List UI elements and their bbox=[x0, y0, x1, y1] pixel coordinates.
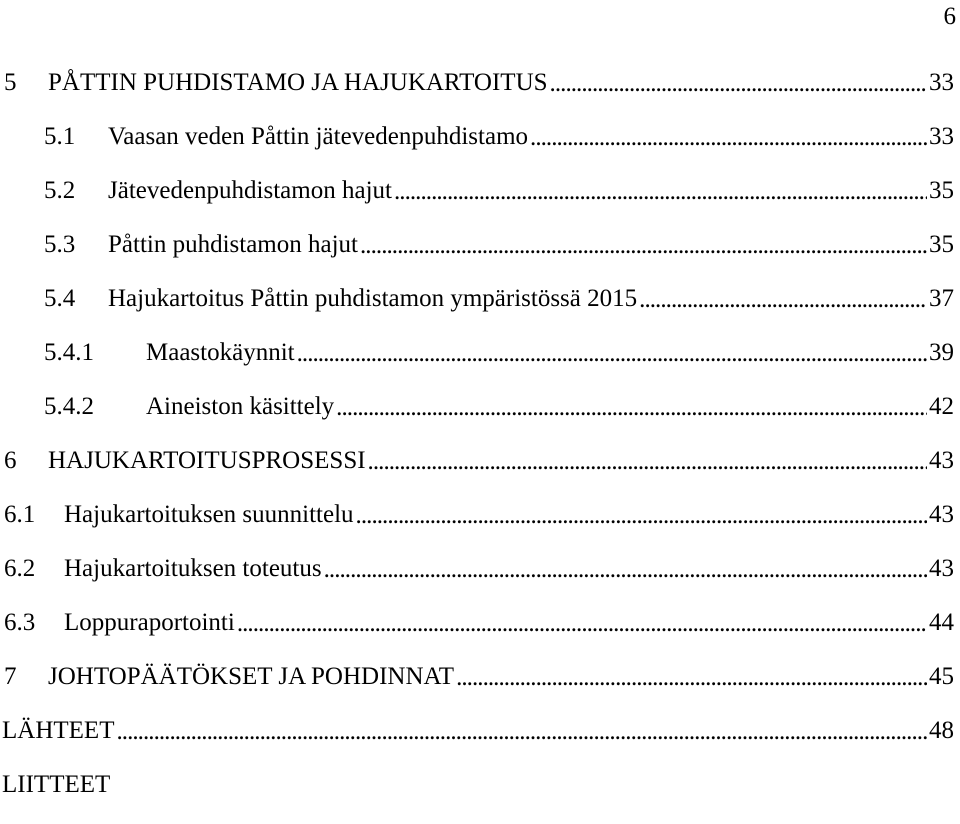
dot-leader bbox=[237, 609, 927, 639]
dot-leader bbox=[336, 393, 927, 423]
toc-entry-title: Hajukartoituksen toteutus bbox=[64, 555, 322, 582]
toc-entry-6-2[interactable] bbox=[0, 554, 954, 608]
toc-entry-title: LIITTEET bbox=[2, 771, 111, 798]
toc-entry-title: LÄHTEET bbox=[2, 717, 115, 744]
toc-entry-6-3[interactable] bbox=[0, 608, 954, 662]
toc-entry-5-3[interactable] bbox=[0, 230, 954, 284]
dot-leader bbox=[297, 339, 927, 369]
toc-entry-page: 43 bbox=[929, 555, 954, 582]
toc-entry-number: 5.4.1 bbox=[44, 339, 94, 366]
toc-entry-page: 43 bbox=[929, 447, 954, 474]
toc-entry-page: 45 bbox=[929, 663, 954, 690]
toc-entry-5-4-1[interactable] bbox=[0, 338, 954, 392]
toc-entry-title: Påttin puhdistamon hajut bbox=[108, 231, 358, 258]
toc-entry-number: 6.2 bbox=[4, 555, 36, 582]
dot-leader bbox=[356, 501, 927, 531]
toc-entry-title: JOHTOPÄÄTÖKSET JA POHDINNAT bbox=[48, 663, 455, 690]
toc-entry-page: 39 bbox=[929, 339, 954, 366]
toc-entry-title: Hajukartoitus Påttin puhdistamon ympäristössä 2015 bbox=[108, 285, 638, 312]
toc-entry-liitteet[interactable] bbox=[0, 770, 954, 824]
dot-leader bbox=[324, 555, 927, 585]
toc-entry-5-4-2[interactable] bbox=[0, 392, 954, 446]
dot-leader bbox=[394, 177, 927, 207]
page-number: 6 bbox=[943, 3, 956, 30]
toc-entry-6-1[interactable] bbox=[0, 500, 954, 554]
toc-entry-title: Vaasan veden Påttin jätevedenpuhdistamo bbox=[108, 123, 529, 150]
toc-entry-page: 33 bbox=[929, 123, 954, 150]
toc-entry-title: Hajukartoituksen suunnittelu bbox=[64, 501, 354, 528]
toc-entry-title: Aineiston käsittely bbox=[146, 393, 335, 420]
toc-entry-page: 37 bbox=[929, 285, 954, 312]
toc-entry-6[interactable] bbox=[0, 446, 954, 500]
toc-entry-number: 6.1 bbox=[4, 501, 36, 528]
toc-entry-title: PÅTTIN PUHDISTAMO JA HAJUKARTOITUS bbox=[48, 69, 548, 96]
toc-entry-title: HAJUKARTOITUSPROSESSI bbox=[48, 447, 366, 474]
toc-entry-number: 5.3 bbox=[44, 231, 76, 258]
toc-entry-page: 44 bbox=[929, 609, 954, 636]
dot-leader bbox=[550, 69, 927, 99]
toc-entry-title: Loppuraportointi bbox=[64, 609, 235, 636]
toc-entry-page: 35 bbox=[929, 231, 954, 258]
toc-entry-page: 48 bbox=[929, 717, 954, 744]
toc-entry-page: 42 bbox=[929, 393, 954, 420]
toc-entry-number: 5.1 bbox=[44, 123, 76, 150]
toc-entry-5-4[interactable] bbox=[0, 284, 954, 338]
toc-entry-number: 7 bbox=[4, 663, 17, 690]
dot-leader bbox=[530, 123, 927, 153]
dot-leader bbox=[116, 717, 927, 747]
toc-entry-5-1[interactable] bbox=[0, 122, 954, 176]
toc-entry-number: 5.2 bbox=[44, 177, 76, 204]
dot-leader bbox=[456, 663, 927, 693]
dot-leader bbox=[639, 285, 927, 315]
toc-entry-number: 5.4 bbox=[44, 285, 76, 312]
toc-entry-title: Maastokäynnit bbox=[146, 339, 295, 366]
toc-entry-5-2[interactable] bbox=[0, 176, 954, 230]
toc-entry-7[interactable] bbox=[0, 662, 954, 716]
toc-entry-number: 6 bbox=[4, 447, 17, 474]
toc-entry-title: Jätevedenpuhdistamon hajut bbox=[108, 177, 392, 204]
toc-entry-page: 33 bbox=[929, 69, 954, 96]
table-of-contents bbox=[0, 68, 954, 824]
dot-leader bbox=[360, 231, 927, 261]
toc-entry-page: 43 bbox=[929, 501, 954, 528]
dot-leader bbox=[368, 447, 927, 477]
toc-entry-number: 5.4.2 bbox=[44, 393, 94, 420]
toc-entry-number: 5 bbox=[4, 69, 17, 96]
toc-entry-page: 35 bbox=[929, 177, 954, 204]
toc-entry-lahteet[interactable] bbox=[0, 716, 954, 770]
toc-entry-number: 6.3 bbox=[4, 609, 36, 636]
toc-entry-5[interactable] bbox=[0, 68, 954, 122]
